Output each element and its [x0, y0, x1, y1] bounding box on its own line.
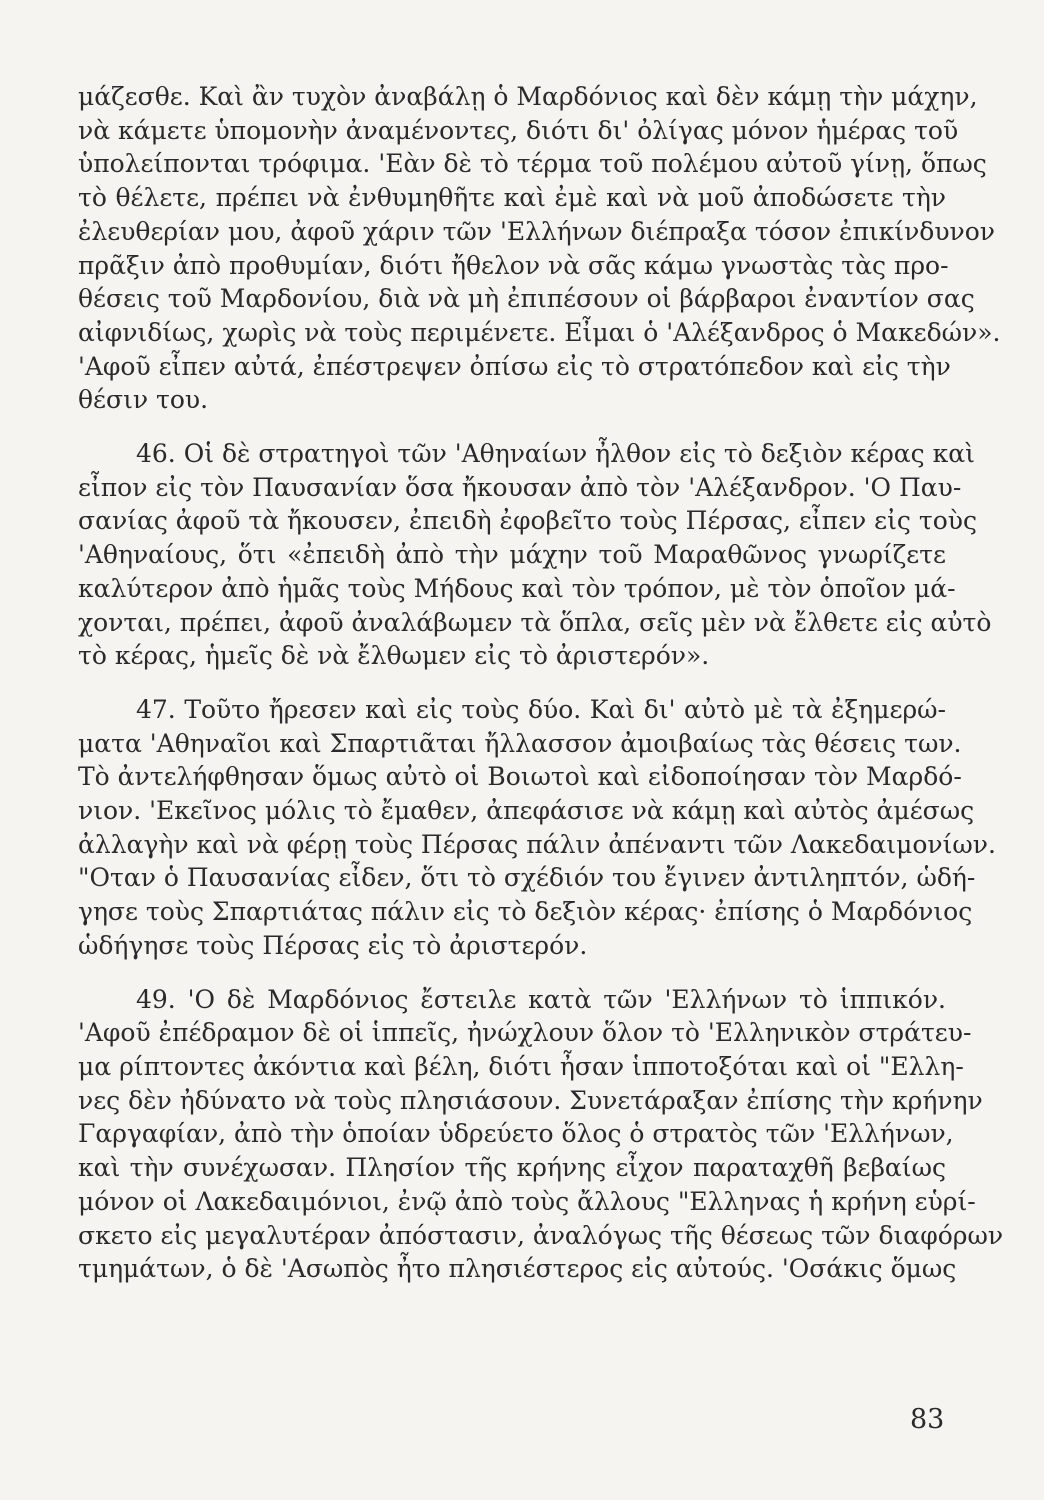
- text-line: 'Αφοῦ εἶπεν αὐτά, ἐπέστρεψεν ὀπίσω εἰς τὸ στρατόπεδον καὶ εἰς τὴν: [78, 351, 951, 381]
- text-line: 49. 'Ο δὲ Μαρδόνιος ἔστειλε κατὰ τῶν 'Ελλήνων τὸ ἱππικόν.: [136, 984, 946, 1014]
- text-line: νες δὲν ἠδύνατο νὰ τοὺς πλησιάσουν. Συνετάραξαν ἐπίσης τὴν κρήνην: [78, 1085, 983, 1115]
- text-line: θέσιν του.: [78, 385, 209, 415]
- text-line: 46. Οἱ δὲ στρατηγοὶ τῶν 'Αθηναίων ἦλθον εἰς τὸ δεξιὸν κέρας καὶ: [136, 439, 975, 469]
- text-line: "Οταν ὁ Παυσανίας εἶδεν, ὅτι τὸ σχέδιόν του ἔγινεν ἀντιληπτόν, ὡδή-: [78, 863, 976, 893]
- text-line: μα ρίπτοντες ἀκόντια καὶ βέλη, διότι ἦσαν ἱπποτοξόται καὶ οἱ "Ελλη-: [78, 1051, 964, 1081]
- body-text: [78, 80, 1004, 1286]
- text-line: αἰφνιδίως, χωρὶς νὰ τοὺς περιμένετε. Εἶμαι ὁ 'Αλέξανδρος ὁ Μακεδών».: [78, 317, 1001, 347]
- page-number: 83: [910, 1404, 945, 1435]
- text-line: μάζεσθε. Καὶ ἂν τυχὸν ἀναβάλῃ ὁ Μαρδόνιος καὶ δὲν κάμῃ τὴν μάχην,: [78, 82, 978, 111]
- text-line: τμημάτων, ὁ δὲ 'Ασωπὸς ἦτο πλησιέστερος εἰς αὐτούς. 'Οσάκις ὅμως: [78, 1254, 957, 1284]
- text-line: εἶπον εἰς τὸν Παυσανίαν ὅσα ἤκουσαν ἀπὸ τὸν 'Αλέξανδρον. 'Ο Παυ-: [78, 472, 962, 502]
- text-line: Γαργαφίαν, ἀπὸ τὴν ὁποίαν ὑδρεύετο ὅλος ὁ στρατὸς τῶν 'Ελλήνων,: [78, 1119, 954, 1149]
- text-line: θέσεις τοῦ Μαρδονίου, διὰ νὰ μὴ ἐπιπέσουν οἱ βάρβαροι ἐναντίον σας: [78, 284, 975, 314]
- text-line: γησε τοὺς Σπαρτιάτας πάλιν εἰς τὸ δεξιὸν κέρας· ἐπίσης ὁ Μαρδόνιος: [78, 897, 973, 927]
- text-line: καλύτερον ἀπὸ ἡμᾶς τοὺς Μήδους καὶ τὸν τρόπον, μὲ τὸν ὁποῖον μά-: [78, 573, 956, 603]
- paragraph: [78, 693, 996, 963]
- text-line: μόνον οἱ Λακεδαιμόνιοι, ἐνῷ ἀπὸ τοὺς ἄλλους "Ελληνας ἡ κρήνη εὑρί-: [78, 1186, 976, 1216]
- text-line: καὶ τὴν συνέχωσαν. Πλησίον τῆς κρήνης εἶχον παραταχθῆ βεβαίως: [78, 1153, 946, 1183]
- text-line: χονται, πρέπει, ἀφοῦ ἀναλάβωμεν τὰ ὅπλα, σεῖς μὲν νὰ ἔλθετε εἰς αὐτὸ: [78, 607, 992, 637]
- text-line: 'Αφοῦ ἐπέδραμον δὲ οἱ ἱππεῖς, ἠνώχλουν ὅλον τὸ 'Ελληνικὸν στράτευ-: [78, 1018, 972, 1048]
- paragraph: [78, 983, 1004, 1286]
- text-line: τὸ θέλετε, πρέπει νὰ ἐνθυμηθῆτε καὶ ἐμὲ καὶ νὰ μοῦ ἀποδώσετε τὴν: [78, 183, 946, 213]
- text-line: νὰ κάμετε ὑπομονὴν ἀναμένοντες, διότι δι' ὀλίγας μόνον ἡμέρας τοῦ: [78, 115, 959, 145]
- text-line: ματα 'Αθηναῖοι καὶ Σπαρτιᾶται ἤλλασσον ἀμοιβαίως τὰς θέσεις των.: [78, 728, 962, 758]
- text-line: σανίας ἀφοῦ τὰ ἤκουσεν, ἐπειδὴ ἐφοβεῖτο τοὺς Πέρσας, εἶπεν εἰς τοὺς: [78, 506, 977, 536]
- text-line: ὡδήγησε τοὺς Πέρσας εἰς τὸ ἀριστερόν.: [78, 930, 588, 960]
- text-line: νιον. 'Εκεῖνος μόλις τὸ ἔμαθεν, ἀπεφάσισε νὰ κάμῃ καὶ αὐτὸς ἀμέσως: [78, 796, 975, 826]
- text-line: ἀλλαγὴν καὶ νὰ φέρῃ τοὺς Πέρσας πάλιν ἀπέναντι τῶν Λακεδαιμονίων.: [78, 829, 996, 859]
- text-line: Τὸ ἀντελήφθησαν ὅμως αὐτὸ οἱ Βοιωτοὶ καὶ εἰδοποίησαν τὸν Μαρδό-: [78, 762, 962, 792]
- paragraph: [78, 437, 992, 673]
- text-line: ἐλευθερίαν μου, ἀφοῦ χάριν τῶν 'Ελλήνων διέπραξα τόσον ἐπικίνδυνον: [78, 216, 995, 246]
- text-line: σκετο εἰς μεγαλυτέραν ἀπόστασιν, ἀναλόγως τῆς θέσεως τῶν διαφόρων: [78, 1220, 1004, 1250]
- text-line: πρᾶξιν ἀπὸ προθυμίαν, διότι ἤθελον νὰ σᾶς κάμω γνωστὰς τὰς προ-: [78, 250, 949, 280]
- text-line: ὑπολείπονται τρόφιμα. 'Εὰν δὲ τὸ τέρμα τοῦ πολέμου αὐτοῦ γίνῃ, ὅπως: [78, 149, 987, 179]
- text-line: 47. Τοῦτο ἤρεσεν καὶ εἰς τοὺς δύο. Καὶ δι' αὐτὸ μὲ τὰ ἐξημερώ-: [136, 694, 946, 724]
- text-line: 'Αθηναίους, ὅτι «ἐπειδὴ ἀπὸ τὴν μάχην τοῦ Μαραθῶνος γνωρίζετε: [78, 540, 946, 570]
- text-line: τὸ κέρας, ἡμεῖς δὲ νὰ ἔλθωμεν εἰς τὸ ἀριστερόν».: [78, 641, 710, 671]
- paragraph: [78, 80, 1001, 417]
